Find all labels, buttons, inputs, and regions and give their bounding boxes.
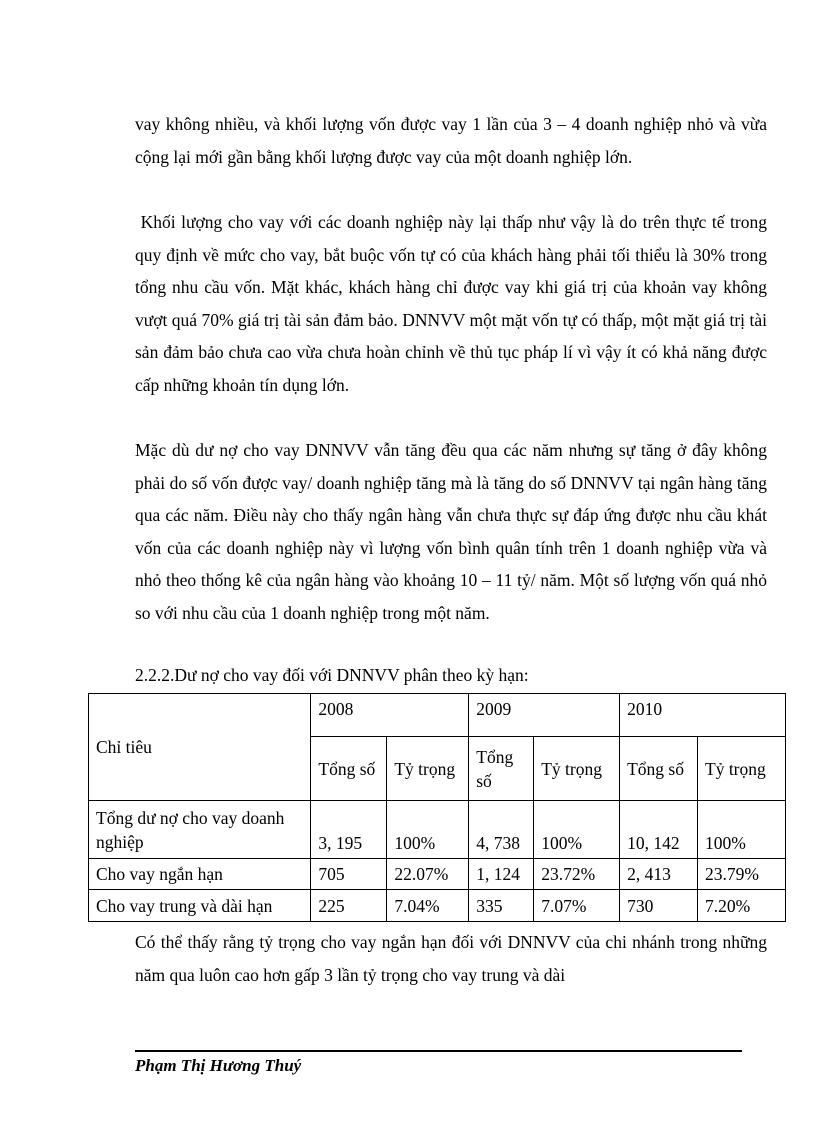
footer-author: Phạm Thị Hương Thuý <box>135 1056 302 1075</box>
table-row <box>89 859 786 890</box>
table-cell: 23.79% <box>698 859 786 890</box>
table-row <box>89 890 786 922</box>
table-cell: 3, 195 <box>311 801 387 859</box>
paragraph-3: Mặc dù dư nợ cho vay DNNVV vẫn tăng đều qua các năm nhưng sự tăng ở đây không phải do số vốn được vay/ doanh nghiệp tăng mà là tăng do số DNNVV tại ngân hàng tăng qua các năm. Điều này cho thấy ngân hàng vẫn chưa thực sự đáp ứng được nhu cầu khát vốn của các doanh nghiệp này vì lượng vốn bình quân tính trên 1 doanh nghiệp vừa và nhỏ theo thống kê của ngân hàng vào khoảng 10 – 11 tỷ/ năm. Một số lượng vốn quá nhỏ so với nhu cầu của 1 doanh nghiệp trong một năm. <box>135 440 767 623</box>
table-cell: 2, 413 <box>620 859 698 890</box>
table-year-row <box>89 694 786 737</box>
table-cell: 705 <box>311 859 387 890</box>
sub-header: Tổng số <box>620 737 698 801</box>
table-cell: 10, 142 <box>620 801 698 859</box>
footer-divider <box>135 1050 742 1052</box>
year-header: 2010 <box>620 694 786 737</box>
table-cell: 7.20% <box>698 890 786 922</box>
table-cell: 7.04% <box>387 890 469 922</box>
year-header: 2008 <box>311 694 469 737</box>
table-cell: 100% <box>698 801 786 859</box>
table-cell: 730 <box>620 890 698 922</box>
row-label: Cho vay trung và dài hạn <box>89 890 311 922</box>
paragraph-2: Khối lượng cho vay với các doanh nghiệp này lại thấp như vậy là do trên thực tế trong quy định về mức cho vay, bắt buộc vốn tự có của khách hàng phải tối thiểu là 30% trong tổng nhu cầu vốn. Mặt khác, khách hàng chỉ được vay khi giá trị của khoản vay không vượt quá 70% giá trị tài sản đảm bảo. DNNVV một mặt vốn tự có thấp, một mặt giá trị tài sản đảm bảo chưa cao vừa chưa hoàn chỉnh về thủ tục pháp lí vì vậy ít có khả năng được cấp những khoản tín dụng lớn. <box>135 212 772 395</box>
sub-header: Tổng số <box>311 737 387 801</box>
row-label: Tổng dư nợ cho vay doanh nghiệp <box>89 801 311 859</box>
row-label: Cho vay ngắn hạn <box>89 859 311 890</box>
year-header: 2009 <box>469 694 620 737</box>
sub-header: Tỷ trọng <box>387 737 469 801</box>
row-header-cell: Chỉ tiêu <box>89 694 311 801</box>
table-cell: 335 <box>469 890 534 922</box>
table-cell: 22.07% <box>387 859 469 890</box>
table-cell: 100% <box>387 801 469 859</box>
paragraph-4: Có thể thấy rằng tỷ trọng cho vay ngắn hạn đối với DNNVV của chi nhánh trong những năm qua luôn cao hơn gấp 3 lần tỷ trọng cho vay trung và dài <box>135 932 767 985</box>
table-cell: 23.72% <box>534 859 620 890</box>
sub-header: Tỷ trọng <box>698 737 786 801</box>
sub-header: Tổng số <box>469 737 534 801</box>
loan-term-table <box>88 693 786 922</box>
table-cell: 100% <box>534 801 620 859</box>
table-cell: 4, 738 <box>469 801 534 859</box>
table-cell: 225 <box>311 890 387 922</box>
table-cell: 1, 124 <box>469 859 534 890</box>
table-cell: 7.07% <box>534 890 620 922</box>
paragraph-1: vay không nhiều, và khối lượng vốn được vay 1 lần của 3 – 4 doanh nghiệp nhỏ và vừa cộng lại mới gần bằng khối lượng được vay của một doanh nghiệp lớn. <box>135 114 767 167</box>
section-heading: 2.2.2.Dư nợ cho vay đối với DNNVV phân theo kỳ hạn: <box>135 665 529 685</box>
table-row <box>89 801 786 859</box>
sub-header: Tỷ trọng <box>534 737 620 801</box>
